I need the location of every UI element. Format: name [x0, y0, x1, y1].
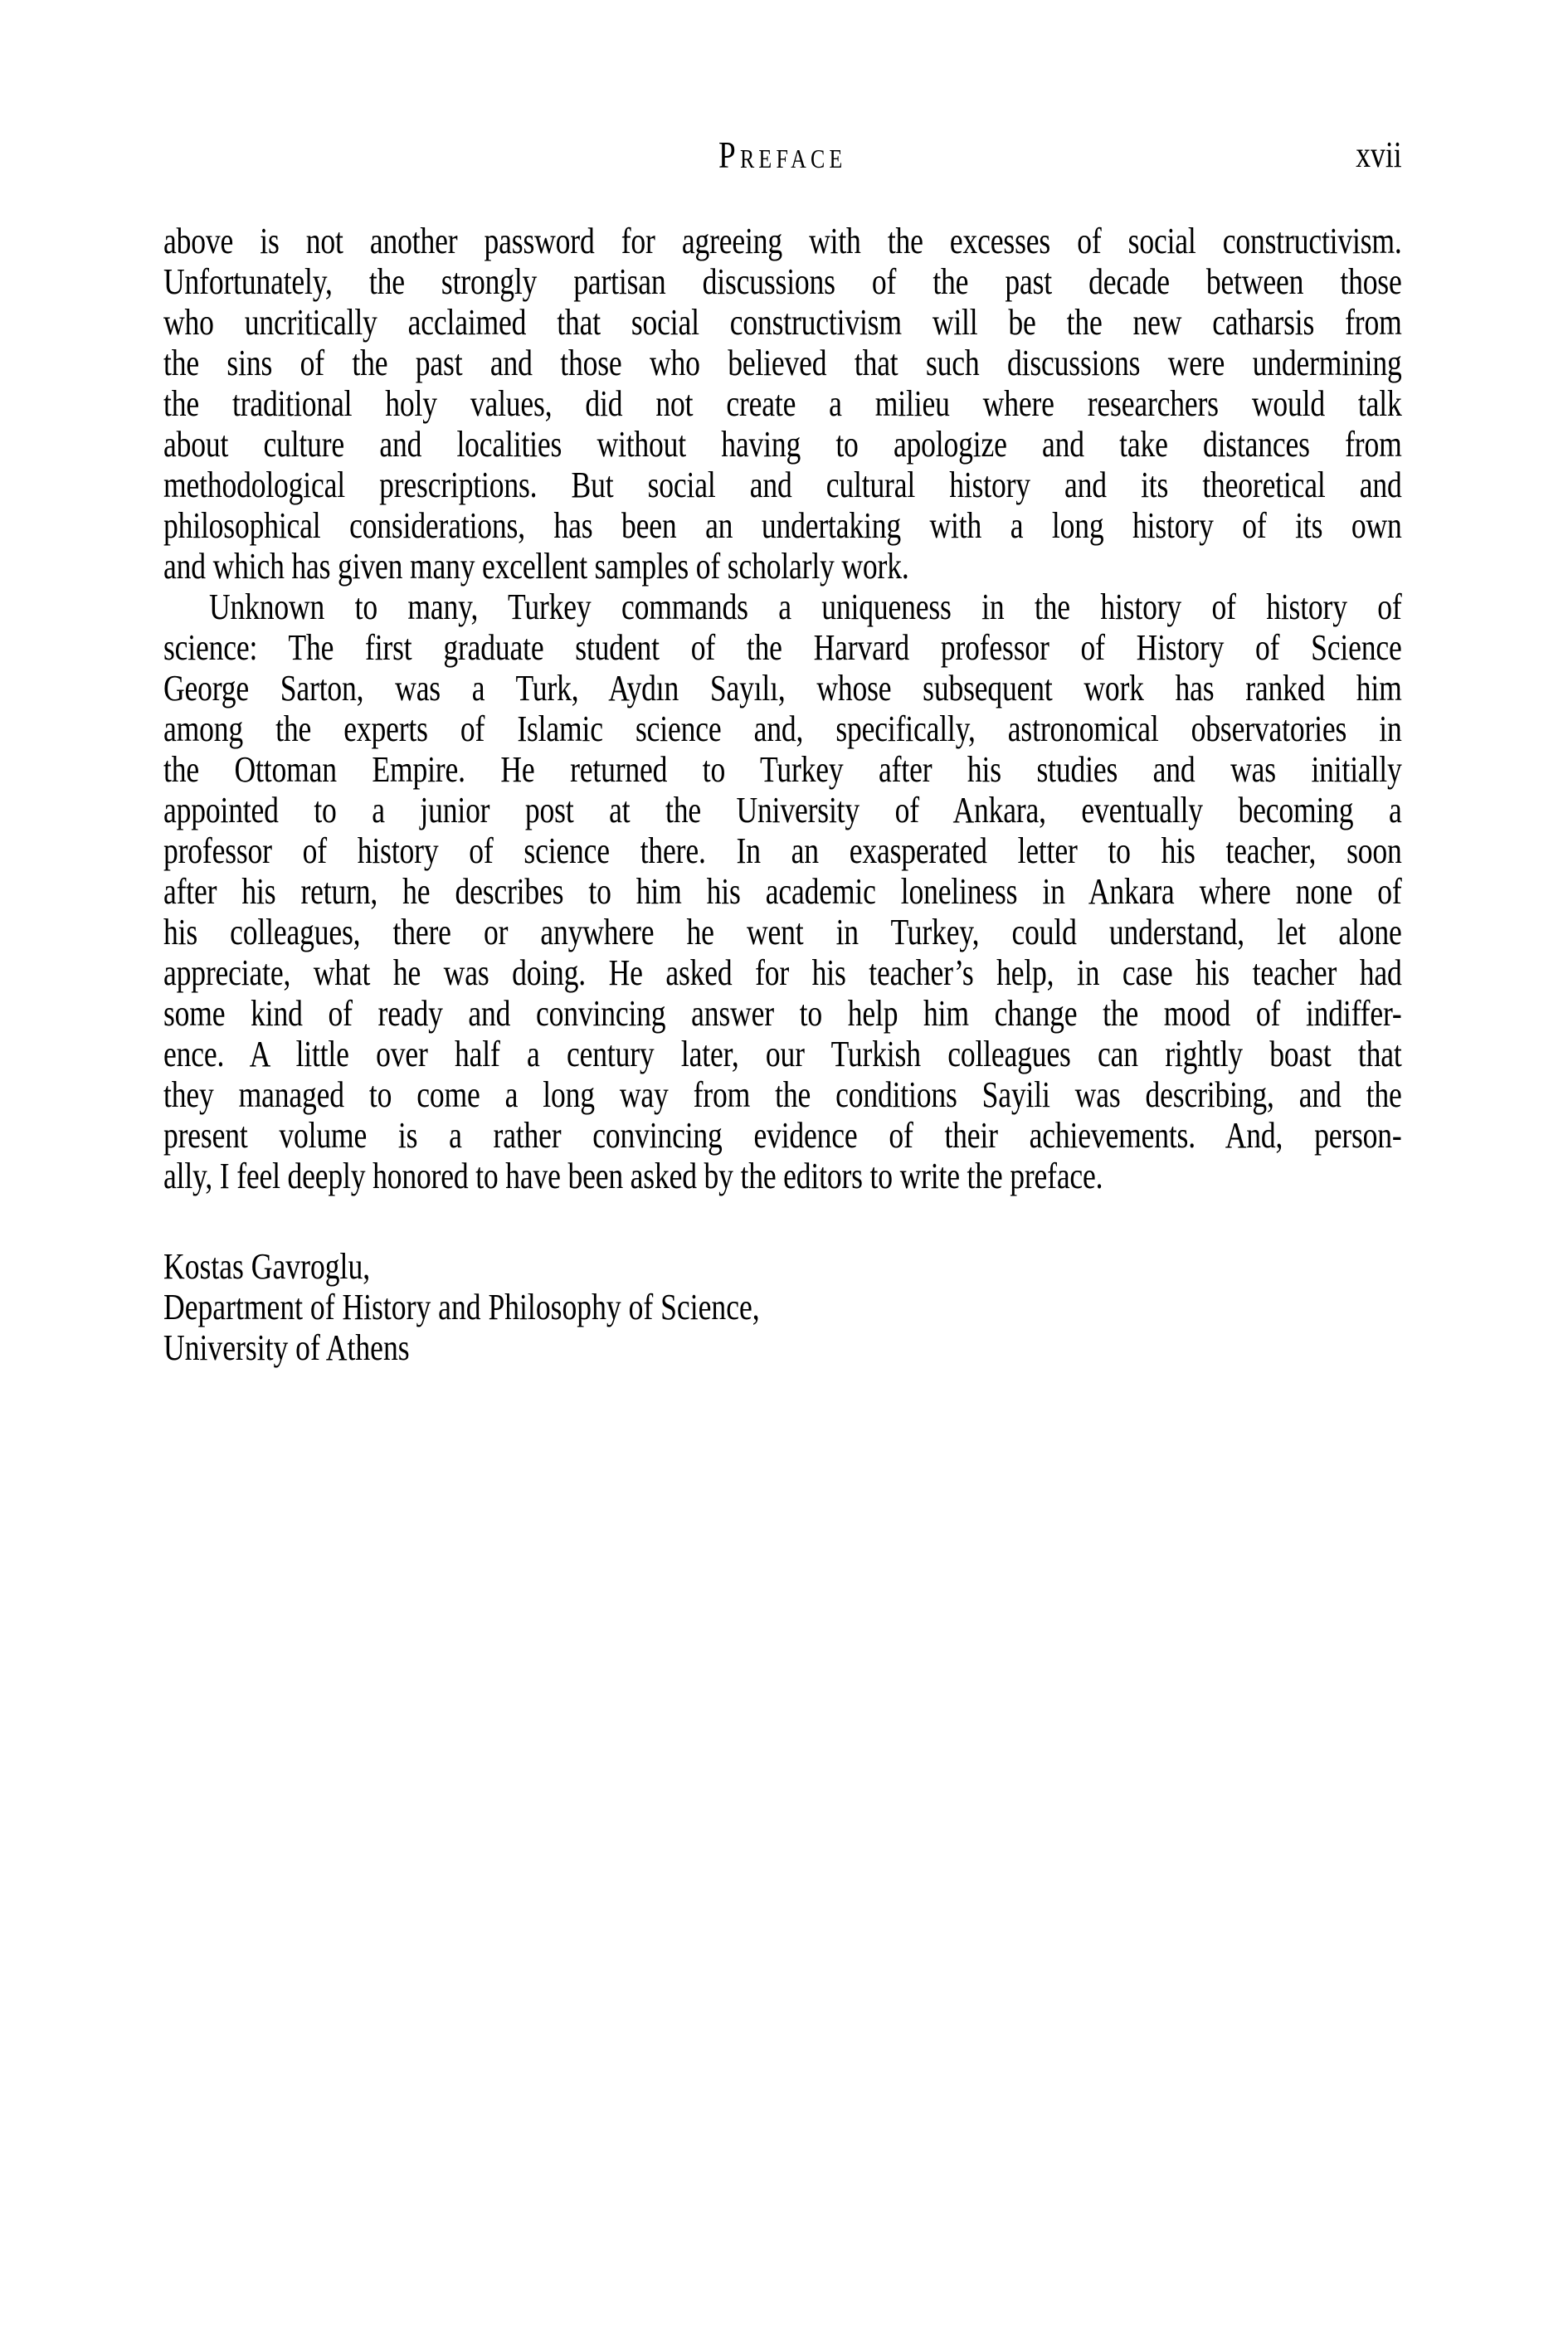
- preface-page: [163, 0, 1402, 1368]
- signature-department: Department of History and Philosophy of Science,: [163, 1287, 760, 1327]
- text-line: above is not another password for agreeing with the excesses of social constructivism.: [163, 221, 1402, 261]
- page-title: Preface: [718, 134, 847, 176]
- text-line: some kind of ready and convincing answer to help him change the mood of indiffer-: [163, 993, 1402, 1034]
- text-line: and which has given many excellent samples of scholarly work.: [163, 546, 909, 587]
- text-line: who uncritically acclaimed that social constructivism will be the new catharsis from: [163, 302, 1402, 343]
- text-line: Unfortunately, the strongly partisan discussions of the past decade between those: [163, 261, 1402, 302]
- page-number: xvii: [1356, 134, 1402, 175]
- text-line: Unknown to many, Turkey commands a uniqueness in the history of history of: [209, 587, 1402, 627]
- text-line: about culture and localities without having to apologize and take distances from: [163, 424, 1402, 465]
- text-line: the Ottoman Empire. He returned to Turkey after his studies and was initially: [163, 749, 1402, 790]
- page-header: [163, 131, 1402, 179]
- text-line: among the experts of Islamic science and, specifically, astronomical observatories in: [163, 709, 1402, 749]
- paragraph-2: [163, 587, 1402, 1196]
- paragraph-1: [163, 221, 1402, 587]
- text-line: ence. A little over half a century later, our Turkish colleagues can rightly boast that: [163, 1034, 1402, 1074]
- signature-name: Kostas Gavroglu,: [163, 1246, 371, 1287]
- text-line: appreciate, what he was doing. He asked for his teacher’s help, in case his teacher had: [163, 952, 1402, 993]
- text-line: science: The first graduate student of the Harvard professor of History of Science: [163, 627, 1402, 668]
- text-line: professor of history of science there. In an exasperated letter to his teacher, soon: [163, 830, 1402, 871]
- text-line: appointed to a junior post at the University of Ankara, eventually becoming a: [163, 790, 1402, 830]
- text-line: ally, I feel deeply honored to have been asked by the editors to write the preface.: [163, 1156, 1103, 1196]
- signature-university: University of Athens: [163, 1327, 410, 1368]
- text-line: they managed to come a long way from the conditions Sayili was describing, and the: [163, 1074, 1402, 1115]
- text-line: after his return, he describes to him his academic loneliness in Ankara where none of: [163, 871, 1402, 912]
- text-line: the sins of the past and those who believed that such discussions were undermining: [163, 343, 1402, 383]
- text-line: methodological prescriptions. But social and cultural history and its theoretical and: [163, 465, 1402, 505]
- text-line: his colleagues, there or anywhere he went in Turkey, could understand, let alone: [163, 912, 1402, 952]
- text-line: George Sarton, was a Turk, Aydın Sayılı, whose subsequent work has ranked him: [163, 668, 1402, 709]
- text-line: philosophical considerations, has been an undertaking with a long history of its own: [163, 505, 1402, 546]
- body-text: [163, 221, 1402, 1196]
- signature-block: [163, 1246, 1402, 1368]
- text-line: present volume is a rather convincing evidence of their achievements. And, person-: [163, 1115, 1402, 1156]
- text-line: the traditional holy values, did not create a milieu where researchers would talk: [163, 383, 1402, 424]
